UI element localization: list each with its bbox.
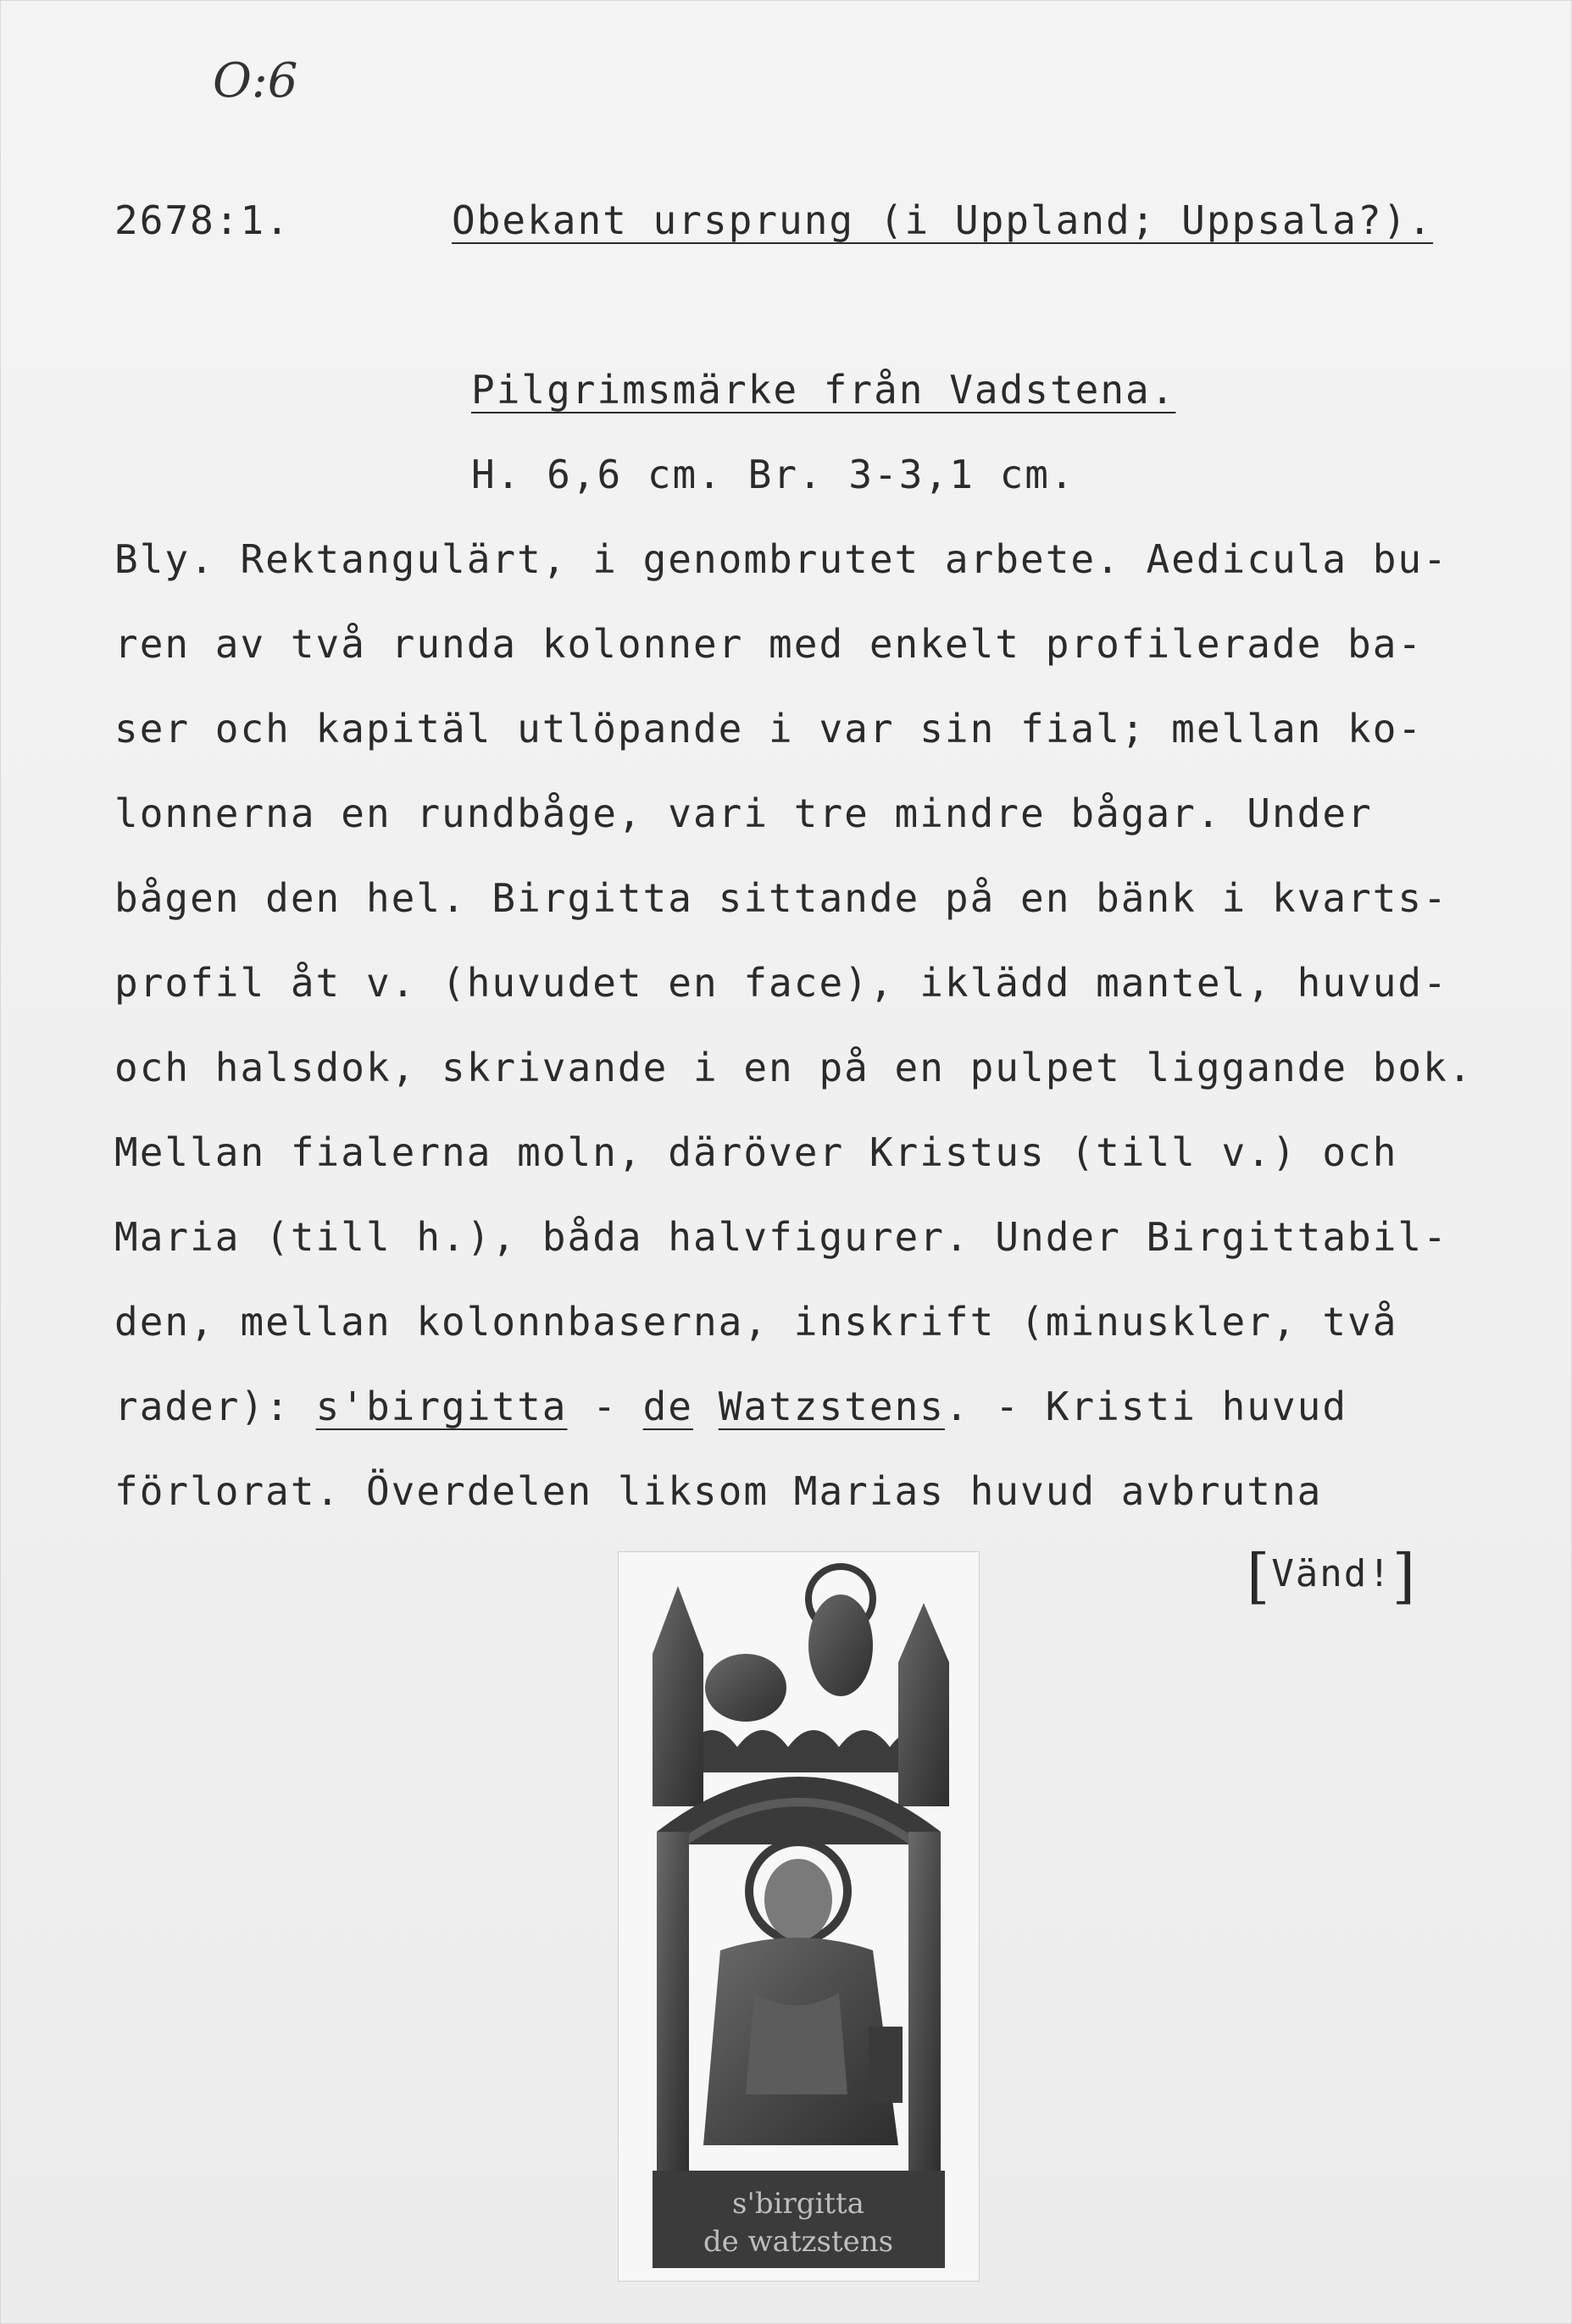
inscription-part: s'birgitta bbox=[315, 1384, 568, 1429]
inscription-part: Watzstens bbox=[718, 1384, 945, 1429]
document-title: Pilgrimsmärke från Vadstena. bbox=[471, 367, 1176, 413]
origin: Obekant ursprung (i Uppland; Uppsala?). bbox=[452, 197, 1434, 243]
handwritten-mark: O:6 bbox=[213, 53, 298, 108]
description-line: Maria (till h.), båda halvfigurer. Under Birgittabil- bbox=[114, 1214, 1448, 1260]
inscription-separator: - bbox=[567, 1384, 643, 1429]
turn-note-text: Vänd! bbox=[1271, 1552, 1392, 1595]
description-line: lonnerna en rundbåge, vari tre mindre bågar. Under bbox=[114, 790, 1373, 836]
description-line: Mellan fialerna moln, däröver Kristus (till v.) och bbox=[114, 1129, 1398, 1175]
description-line: den, mellan kolonnbaserna, inskrift (minuskler, två bbox=[114, 1299, 1398, 1345]
inscription-part: de bbox=[642, 1384, 693, 1429]
badge-photo bbox=[618, 1551, 980, 2282]
description-line: ser och kapitäl utlöpande i var sin fial; mellan ko- bbox=[114, 706, 1424, 752]
inscription-line bbox=[114, 1384, 1347, 1429]
description-line: profil åt v. (huvudet en face), iklädd mantel, huvud- bbox=[114, 960, 1448, 1006]
inscription-prefix: rader): bbox=[114, 1384, 316, 1429]
description-line: och halsdok, skrivande i en på en pulpet liggande bok. bbox=[114, 1045, 1474, 1090]
badge-inscription-top: s'birgitta bbox=[732, 2187, 864, 2221]
description-line: bågen den hel. Birgitta sittande på en bänk i kvarts- bbox=[114, 875, 1448, 921]
catalog-number: 2678:1. bbox=[114, 197, 291, 243]
turn-note: [Vänd!] bbox=[1247, 1541, 1418, 1611]
pilgrim-badge-image bbox=[619, 1552, 979, 2281]
inscription-separator bbox=[693, 1384, 719, 1429]
description-line: ren av två runda kolonner med enkelt profilerade ba- bbox=[114, 621, 1424, 667]
dimensions: H. 6,6 cm. Br. 3-3,1 cm. bbox=[471, 452, 1075, 497]
description-line: Bly. Rektangulärt, i genombrutet arbete. Aedicula bu- bbox=[114, 536, 1448, 582]
description-line: förlorat. Överdelen liksom Marias huvud avbrutna bbox=[114, 1468, 1323, 1514]
inscription-suffix: . - Kristi huvud bbox=[944, 1384, 1348, 1429]
badge-inscription-bottom: de watzstens bbox=[703, 2225, 894, 2259]
